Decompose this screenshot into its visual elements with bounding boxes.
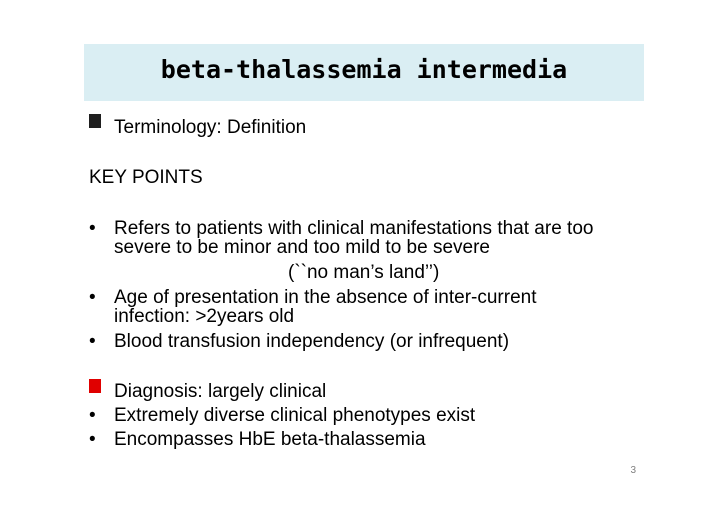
point1-line2: severe to be minor and too mild to be severe — [114, 237, 490, 258]
title-banner — [84, 44, 644, 101]
terminology-text: Terminology: Definition — [114, 117, 307, 138]
point5-text: Encompasses HbE beta-thalassemia — [114, 429, 426, 450]
point2-line1: Age of presentation in the absence of inter-current — [114, 287, 537, 308]
point1-line1: Refers to patients with clinical manifestations that are too — [114, 218, 594, 239]
key-points-heading: KEY POINTS — [89, 167, 203, 188]
slide-title: beta-thalassemia intermedia — [160, 55, 568, 84]
page-number: 3 — [630, 465, 636, 476]
point3-text: Blood transfusion independency (or infrequent) — [114, 331, 510, 352]
square-bullet-icon — [89, 114, 101, 128]
bullet-dot-icon: • — [89, 287, 96, 308]
point2-line2: infection: >2years old — [114, 306, 295, 327]
bullet-dot-icon: • — [89, 429, 96, 450]
point1-line3: (``no man’s land’’) — [288, 262, 440, 283]
point4-text: Extremely diverse clinical phenotypes exist — [114, 405, 476, 426]
diagnosis-text: Diagnosis: largely clinical — [114, 381, 327, 402]
bullet-dot-icon: • — [89, 218, 96, 239]
bullet-dot-icon: • — [89, 405, 96, 426]
square-bullet-red-icon — [89, 379, 101, 393]
bullet-dot-icon: • — [89, 331, 96, 352]
